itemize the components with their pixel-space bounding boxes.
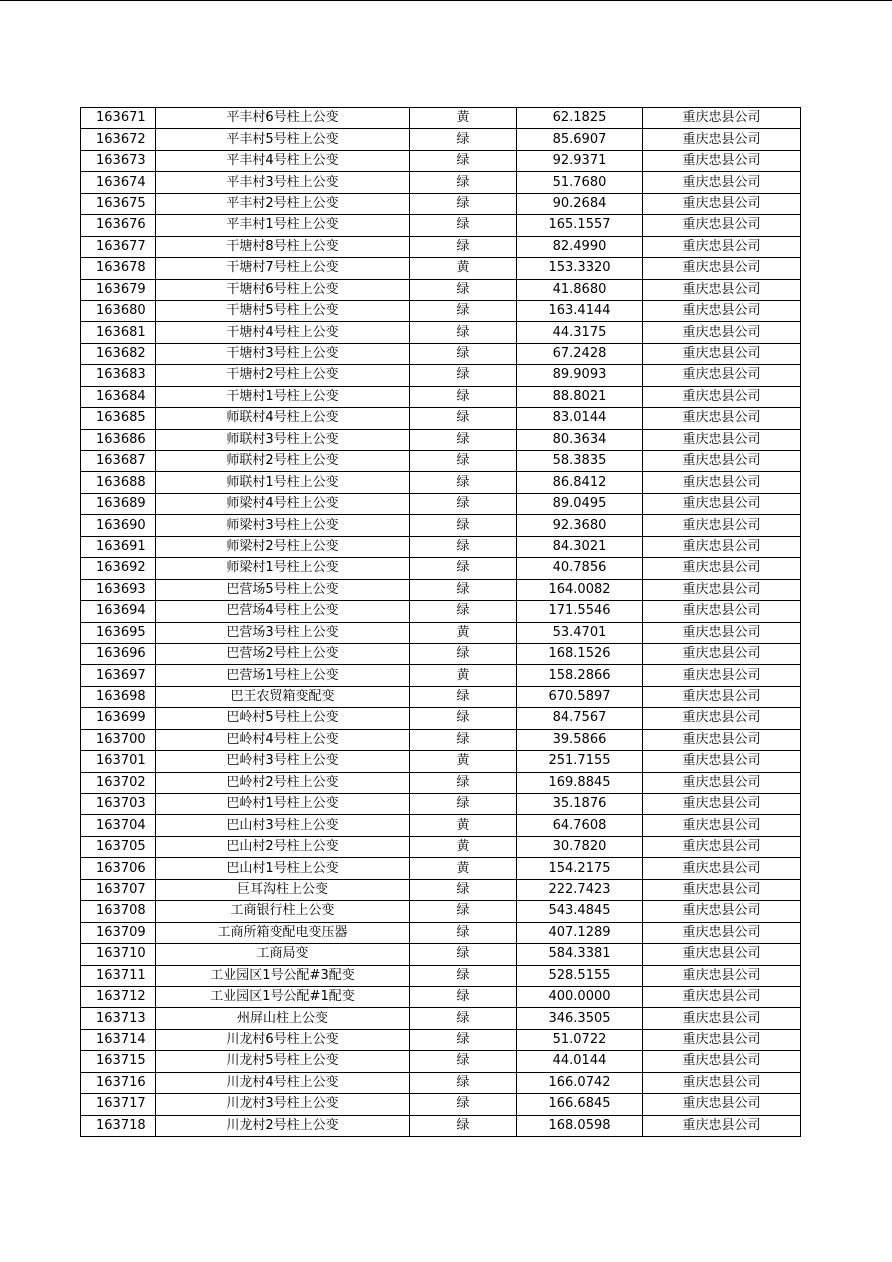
table-row: [81, 622, 801, 643]
page-top-rule: [0, 0, 892, 1]
cell-status: 绿: [410, 708, 517, 729]
table-row: [81, 365, 801, 386]
cell-status: 绿: [410, 794, 517, 815]
cell-status: 黄: [410, 858, 517, 879]
cell-transformer-name: 师梁村2号柱上公变: [156, 536, 410, 557]
cell-transformer-name: 川龙村3号柱上公变: [156, 1094, 410, 1115]
cell-status: 绿: [410, 215, 517, 236]
cell-company: 重庆忠县公司: [643, 729, 801, 750]
cell-status: 绿: [410, 558, 517, 579]
table-row: [81, 643, 801, 664]
cell-status: 绿: [410, 643, 517, 664]
cell-value: 53.4701: [517, 622, 643, 643]
cell-transformer-name: 巴山村1号柱上公变: [156, 858, 410, 879]
cell-status: 黄: [410, 665, 517, 686]
cell-status: 绿: [410, 1115, 517, 1136]
cell-company: 重庆忠县公司: [643, 965, 801, 986]
cell-value: 164.0082: [517, 579, 643, 600]
table-row: [81, 386, 801, 407]
cell-transformer-name: 川龙村6号柱上公变: [156, 1029, 410, 1050]
cell-transformer-name: 川龙村5号柱上公变: [156, 1051, 410, 1072]
cell-transformer-name: 巴营场2号柱上公变: [156, 643, 410, 664]
table-row: [81, 579, 801, 600]
cell-id: 163671: [81, 108, 156, 129]
cell-status: 绿: [410, 879, 517, 900]
cell-transformer-name: 工业园区1号公配#3配变: [156, 965, 410, 986]
cell-id: 163690: [81, 515, 156, 536]
cell-status: 绿: [410, 193, 517, 214]
cell-status: 绿: [410, 901, 517, 922]
cell-transformer-name: 工商局变: [156, 944, 410, 965]
cell-id: 163713: [81, 1008, 156, 1029]
cell-value: 44.3175: [517, 322, 643, 343]
cell-transformer-name: 巴营场1号柱上公变: [156, 665, 410, 686]
cell-transformer-name: 平丰村3号柱上公变: [156, 172, 410, 193]
cell-value: 670.5897: [517, 686, 643, 707]
cell-value: 41.8680: [517, 279, 643, 300]
cell-status: 绿: [410, 1029, 517, 1050]
cell-transformer-name: 干塘村8号柱上公变: [156, 236, 410, 257]
cell-status: 绿: [410, 944, 517, 965]
table-row: [81, 536, 801, 557]
cell-value: 35.1876: [517, 794, 643, 815]
cell-id: 163674: [81, 172, 156, 193]
cell-id: 163714: [81, 1029, 156, 1050]
cell-company: 重庆忠县公司: [643, 665, 801, 686]
cell-company: 重庆忠县公司: [643, 408, 801, 429]
cell-id: 163707: [81, 879, 156, 900]
cell-transformer-name: 巴营场3号柱上公变: [156, 622, 410, 643]
cell-transformer-name: 干塘村5号柱上公变: [156, 300, 410, 321]
cell-company: 重庆忠县公司: [643, 1115, 801, 1136]
cell-value: 90.2684: [517, 193, 643, 214]
cell-company: 重庆忠县公司: [643, 751, 801, 772]
cell-id: 163687: [81, 451, 156, 472]
table-row: [81, 408, 801, 429]
cell-id: 163711: [81, 965, 156, 986]
cell-transformer-name: 工业园区1号公配#1配变: [156, 986, 410, 1007]
cell-id: 163709: [81, 922, 156, 943]
cell-value: 84.7567: [517, 708, 643, 729]
cell-transformer-name: 川龙村2号柱上公变: [156, 1115, 410, 1136]
cell-status: 绿: [410, 1072, 517, 1093]
table-row: [81, 708, 801, 729]
table-row: [81, 172, 801, 193]
cell-value: 89.0495: [517, 493, 643, 514]
cell-company: 重庆忠县公司: [643, 172, 801, 193]
cell-id: 163712: [81, 986, 156, 1007]
table-row: [81, 150, 801, 171]
table-row: [81, 879, 801, 900]
cell-company: 重庆忠县公司: [643, 536, 801, 557]
cell-company: 重庆忠县公司: [643, 515, 801, 536]
cell-value: 251.7155: [517, 751, 643, 772]
cell-id: 163679: [81, 279, 156, 300]
cell-value: 85.6907: [517, 129, 643, 150]
cell-status: 绿: [410, 236, 517, 257]
cell-company: 重庆忠县公司: [643, 493, 801, 514]
cell-id: 163701: [81, 751, 156, 772]
cell-value: 62.1825: [517, 108, 643, 129]
cell-value: 88.8021: [517, 386, 643, 407]
cell-transformer-name: 平丰村2号柱上公变: [156, 193, 410, 214]
table-row: [81, 215, 801, 236]
cell-value: 67.2428: [517, 343, 643, 364]
cell-transformer-name: 巴营场5号柱上公变: [156, 579, 410, 600]
table-row: [81, 429, 801, 450]
cell-id: 163704: [81, 815, 156, 836]
cell-id: 163700: [81, 729, 156, 750]
cell-company: 重庆忠县公司: [643, 472, 801, 493]
cell-company: 重庆忠县公司: [643, 1072, 801, 1093]
table-row: [81, 729, 801, 750]
cell-value: 30.7820: [517, 836, 643, 857]
table-row: [81, 343, 801, 364]
cell-company: 重庆忠县公司: [643, 193, 801, 214]
cell-company: 重庆忠县公司: [643, 129, 801, 150]
cell-transformer-name: 师梁村4号柱上公变: [156, 493, 410, 514]
cell-company: 重庆忠县公司: [643, 579, 801, 600]
cell-id: 163716: [81, 1072, 156, 1093]
cell-id: 163673: [81, 150, 156, 171]
cell-company: 重庆忠县公司: [643, 794, 801, 815]
cell-value: 82.4990: [517, 236, 643, 257]
cell-status: 绿: [410, 386, 517, 407]
table-row: [81, 515, 801, 536]
table-row: [81, 986, 801, 1007]
table-row: [81, 279, 801, 300]
cell-id: 163691: [81, 536, 156, 557]
cell-id: 163675: [81, 193, 156, 214]
cell-status: 绿: [410, 1051, 517, 1072]
cell-id: 163681: [81, 322, 156, 343]
cell-id: 163702: [81, 772, 156, 793]
table-row: [81, 300, 801, 321]
cell-value: 44.0144: [517, 1051, 643, 1072]
cell-value: 39.5866: [517, 729, 643, 750]
table-row: [81, 1072, 801, 1093]
cell-id: 163697: [81, 665, 156, 686]
cell-value: 64.7608: [517, 815, 643, 836]
cell-status: 绿: [410, 965, 517, 986]
cell-transformer-name: 师梁村3号柱上公变: [156, 515, 410, 536]
cell-status: 绿: [410, 986, 517, 1007]
table-row: [81, 1008, 801, 1029]
cell-id: 163715: [81, 1051, 156, 1072]
cell-value: 168.0598: [517, 1115, 643, 1136]
cell-transformer-name: 平丰村4号柱上公变: [156, 150, 410, 171]
cell-status: 绿: [410, 300, 517, 321]
cell-company: 重庆忠县公司: [643, 343, 801, 364]
table-row: [81, 493, 801, 514]
cell-value: 163.4144: [517, 300, 643, 321]
cell-company: 重庆忠县公司: [643, 858, 801, 879]
cell-id: 163683: [81, 365, 156, 386]
cell-company: 重庆忠县公司: [643, 986, 801, 1007]
cell-value: 528.5155: [517, 965, 643, 986]
cell-company: 重庆忠县公司: [643, 772, 801, 793]
cell-id: 163678: [81, 258, 156, 279]
table-row: [81, 815, 801, 836]
cell-value: 80.3634: [517, 429, 643, 450]
cell-company: 重庆忠县公司: [643, 922, 801, 943]
cell-status: 绿: [410, 343, 517, 364]
cell-company: 重庆忠县公司: [643, 322, 801, 343]
cell-value: 86.8412: [517, 472, 643, 493]
cell-id: 163710: [81, 944, 156, 965]
table-row: [81, 836, 801, 857]
transformer-table: [80, 107, 801, 1137]
cell-transformer-name: 巴岭村3号柱上公变: [156, 751, 410, 772]
cell-value: 58.3835: [517, 451, 643, 472]
cell-status: 绿: [410, 536, 517, 557]
cell-transformer-name: 平丰村5号柱上公变: [156, 129, 410, 150]
cell-id: 163677: [81, 236, 156, 257]
cell-status: 绿: [410, 429, 517, 450]
cell-company: 重庆忠县公司: [643, 815, 801, 836]
cell-transformer-name: 巴岭村4号柱上公变: [156, 729, 410, 750]
cell-id: 163685: [81, 408, 156, 429]
cell-value: 51.7680: [517, 172, 643, 193]
cell-status: 绿: [410, 1094, 517, 1115]
cell-transformer-name: 平丰村1号柱上公变: [156, 215, 410, 236]
cell-id: 163686: [81, 429, 156, 450]
cell-company: 重庆忠县公司: [643, 451, 801, 472]
cell-transformer-name: 师联村2号柱上公变: [156, 451, 410, 472]
cell-id: 163698: [81, 686, 156, 707]
cell-company: 重庆忠县公司: [643, 365, 801, 386]
cell-company: 重庆忠县公司: [643, 686, 801, 707]
cell-value: 51.0722: [517, 1029, 643, 1050]
cell-status: 绿: [410, 322, 517, 343]
table-row: [81, 1051, 801, 1072]
table-row: [81, 858, 801, 879]
table-row: [81, 665, 801, 686]
cell-transformer-name: 干塘村4号柱上公变: [156, 322, 410, 343]
cell-value: 171.5546: [517, 601, 643, 622]
table-row: [81, 558, 801, 579]
cell-transformer-name: 巴岭村5号柱上公变: [156, 708, 410, 729]
cell-company: 重庆忠县公司: [643, 643, 801, 664]
cell-status: 黄: [410, 751, 517, 772]
cell-value: 40.7856: [517, 558, 643, 579]
cell-transformer-name: 师梁村1号柱上公变: [156, 558, 410, 579]
table-row: [81, 322, 801, 343]
cell-company: 重庆忠县公司: [643, 386, 801, 407]
cell-status: 绿: [410, 686, 517, 707]
cell-status: 黄: [410, 836, 517, 857]
cell-value: 92.3680: [517, 515, 643, 536]
cell-transformer-name: 干塘村1号柱上公变: [156, 386, 410, 407]
cell-status: 绿: [410, 408, 517, 429]
cell-transformer-name: 干塘村3号柱上公变: [156, 343, 410, 364]
cell-company: 重庆忠县公司: [643, 215, 801, 236]
table-row: [81, 451, 801, 472]
table-row: [81, 944, 801, 965]
cell-transformer-name: 巴岭村2号柱上公变: [156, 772, 410, 793]
cell-company: 重庆忠县公司: [643, 622, 801, 643]
cell-id: 163682: [81, 343, 156, 364]
table-row: [81, 236, 801, 257]
cell-status: 黄: [410, 622, 517, 643]
table-row: [81, 922, 801, 943]
table-row: [81, 772, 801, 793]
cell-id: 163694: [81, 601, 156, 622]
cell-company: 重庆忠县公司: [643, 1008, 801, 1029]
cell-status: 黄: [410, 108, 517, 129]
cell-id: 163695: [81, 622, 156, 643]
cell-company: 重庆忠县公司: [643, 708, 801, 729]
cell-id: 163706: [81, 858, 156, 879]
cell-id: 163672: [81, 129, 156, 150]
cell-status: 黄: [410, 815, 517, 836]
cell-id: 163693: [81, 579, 156, 600]
table-row: [81, 108, 801, 129]
table-row: [81, 1029, 801, 1050]
cell-value: 165.1557: [517, 215, 643, 236]
table-row: [81, 472, 801, 493]
cell-company: 重庆忠县公司: [643, 279, 801, 300]
cell-transformer-name: 巴山村3号柱上公变: [156, 815, 410, 836]
cell-transformer-name: 巴岭村1号柱上公变: [156, 794, 410, 815]
cell-status: 绿: [410, 1008, 517, 1029]
cell-company: 重庆忠县公司: [643, 1051, 801, 1072]
cell-value: 169.8845: [517, 772, 643, 793]
cell-value: 153.3320: [517, 258, 643, 279]
cell-company: 重庆忠县公司: [643, 1094, 801, 1115]
cell-id: 163696: [81, 643, 156, 664]
cell-status: 绿: [410, 772, 517, 793]
cell-status: 绿: [410, 129, 517, 150]
cell-id: 163708: [81, 901, 156, 922]
cell-transformer-name: 巴营场4号柱上公变: [156, 601, 410, 622]
table-body: [81, 108, 801, 1137]
cell-company: 重庆忠县公司: [643, 300, 801, 321]
cell-status: 绿: [410, 493, 517, 514]
cell-id: 163689: [81, 493, 156, 514]
cell-value: 584.3381: [517, 944, 643, 965]
cell-status: 绿: [410, 172, 517, 193]
cell-company: 重庆忠县公司: [643, 601, 801, 622]
cell-status: 绿: [410, 472, 517, 493]
cell-status: 绿: [410, 150, 517, 171]
cell-transformer-name: 工商银行柱上公变: [156, 901, 410, 922]
cell-status: 绿: [410, 601, 517, 622]
cell-status: 绿: [410, 365, 517, 386]
table-row: [81, 1115, 801, 1136]
cell-value: 92.9371: [517, 150, 643, 171]
cell-company: 重庆忠县公司: [643, 836, 801, 857]
cell-id: 163705: [81, 836, 156, 857]
cell-transformer-name: 干塘村6号柱上公变: [156, 279, 410, 300]
cell-value: 83.0144: [517, 408, 643, 429]
table-row: [81, 129, 801, 150]
cell-value: 222.7423: [517, 879, 643, 900]
cell-id: 163676: [81, 215, 156, 236]
cell-id: 163718: [81, 1115, 156, 1136]
table-row: [81, 965, 801, 986]
cell-id: 163703: [81, 794, 156, 815]
cell-id: 163684: [81, 386, 156, 407]
cell-value: 168.1526: [517, 643, 643, 664]
cell-status: 绿: [410, 451, 517, 472]
cell-value: 166.0742: [517, 1072, 643, 1093]
cell-transformer-name: 师联村1号柱上公变: [156, 472, 410, 493]
cell-company: 重庆忠县公司: [643, 901, 801, 922]
cell-status: 绿: [410, 279, 517, 300]
cell-company: 重庆忠县公司: [643, 558, 801, 579]
cell-value: 84.3021: [517, 536, 643, 557]
cell-id: 163699: [81, 708, 156, 729]
cell-transformer-name: 平丰村6号柱上公变: [156, 108, 410, 129]
cell-value: 346.3505: [517, 1008, 643, 1029]
table-row: [81, 1094, 801, 1115]
cell-transformer-name: 师联村3号柱上公变: [156, 429, 410, 450]
cell-transformer-name: 巴王农贸箱变配变: [156, 686, 410, 707]
cell-id: 163680: [81, 300, 156, 321]
cell-id: 163688: [81, 472, 156, 493]
cell-transformer-name: 师联村4号柱上公变: [156, 408, 410, 429]
cell-value: 158.2866: [517, 665, 643, 686]
cell-id: 163692: [81, 558, 156, 579]
cell-company: 重庆忠县公司: [643, 258, 801, 279]
cell-value: 400.0000: [517, 986, 643, 1007]
table-row: [81, 686, 801, 707]
cell-transformer-name: 工商所箱变配电变压器: [156, 922, 410, 943]
cell-company: 重庆忠县公司: [643, 236, 801, 257]
table-row: [81, 258, 801, 279]
cell-status: 绿: [410, 729, 517, 750]
cell-status: 绿: [410, 922, 517, 943]
cell-value: 89.9093: [517, 365, 643, 386]
cell-transformer-name: 巴山村2号柱上公变: [156, 836, 410, 857]
table-row: [81, 601, 801, 622]
cell-value: 543.4845: [517, 901, 643, 922]
cell-transformer-name: 干塘村7号柱上公变: [156, 258, 410, 279]
table-row: [81, 193, 801, 214]
cell-company: 重庆忠县公司: [643, 108, 801, 129]
cell-value: 407.1289: [517, 922, 643, 943]
cell-value: 166.6845: [517, 1094, 643, 1115]
cell-transformer-name: 干塘村2号柱上公变: [156, 365, 410, 386]
cell-transformer-name: 巨耳沟柱上公变: [156, 879, 410, 900]
table-row: [81, 794, 801, 815]
cell-status: 绿: [410, 579, 517, 600]
cell-status: 绿: [410, 515, 517, 536]
table-row: [81, 751, 801, 772]
cell-transformer-name: 州屏山柱上公变: [156, 1008, 410, 1029]
table-row: [81, 901, 801, 922]
cell-company: 重庆忠县公司: [643, 1029, 801, 1050]
cell-status: 黄: [410, 258, 517, 279]
cell-company: 重庆忠县公司: [643, 429, 801, 450]
cell-id: 163717: [81, 1094, 156, 1115]
cell-company: 重庆忠县公司: [643, 944, 801, 965]
cell-company: 重庆忠县公司: [643, 150, 801, 171]
cell-value: 154.2175: [517, 858, 643, 879]
cell-company: 重庆忠县公司: [643, 879, 801, 900]
cell-transformer-name: 川龙村4号柱上公变: [156, 1072, 410, 1093]
